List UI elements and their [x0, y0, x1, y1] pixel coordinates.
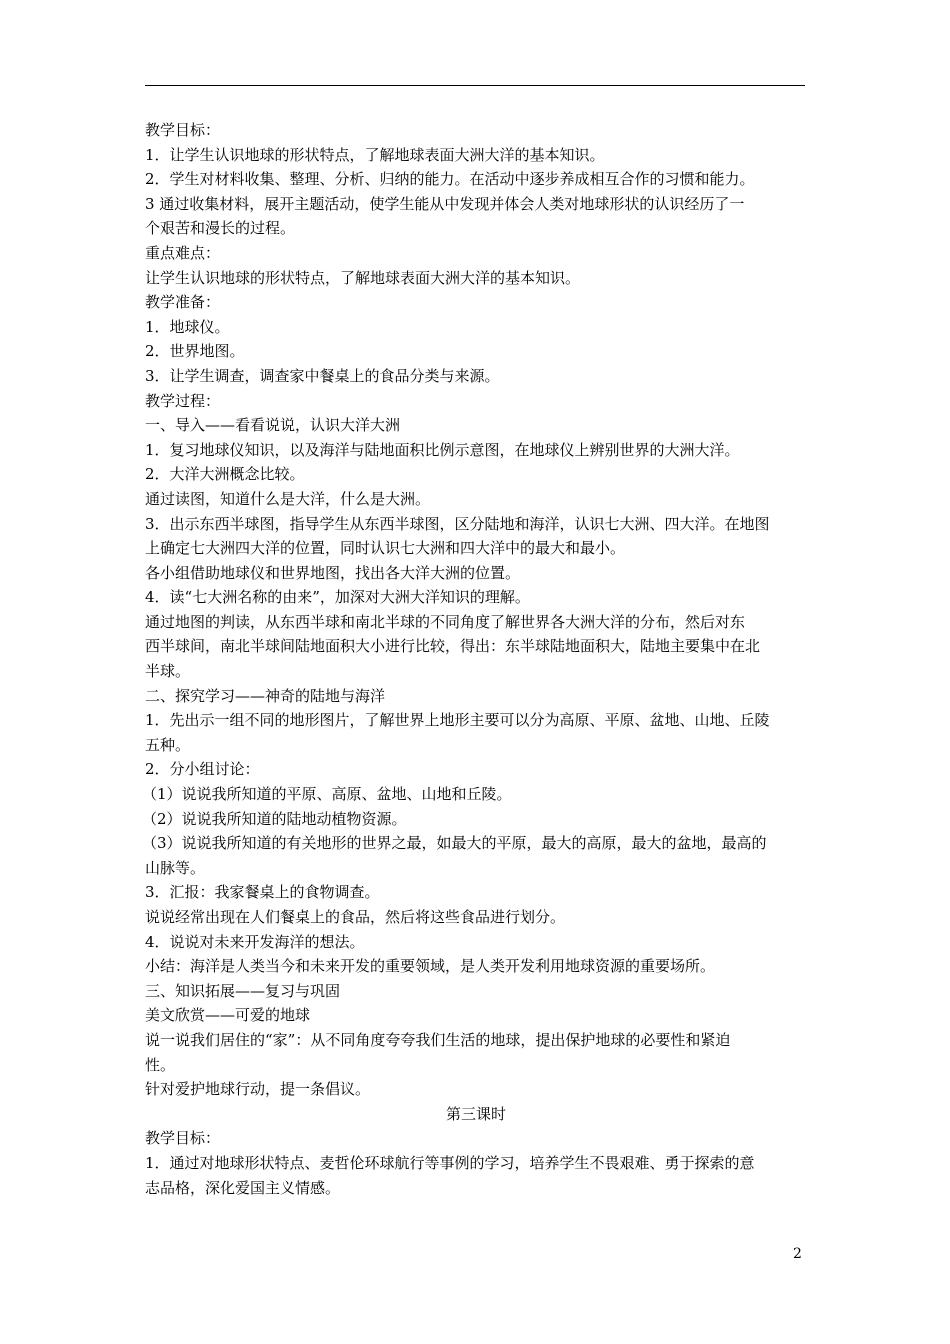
text-line: 小结：海洋是人类当今和未来开发的重要领域，是人类开发利用地球资源的重要场所。 [145, 957, 716, 976]
text-line: 上确定七大洲四大洋的位置，同时认识七大洲和四大洋中的最大和最小。 [145, 539, 626, 558]
text-line: 通过读图，知道什么是大洋，什么是大洲。 [145, 489, 431, 508]
text-line: 山脉等。 [145, 858, 206, 877]
text-line: 3．出示东西半球图，指导学生从东西半球图，区分陆地和海洋，认识七大洲、四大洋。在地图 [145, 514, 770, 533]
text-line: 4．说说对未来开发海洋的想法。 [145, 932, 365, 951]
section-heading: 教学目标： [145, 1129, 221, 1148]
text-line: 1．先出示一组不同的地形图片，了解世界上地形主要可以分为高原、平原、盆地、山地、丘陵 [145, 711, 770, 730]
section-heading: 重点难点： [145, 243, 221, 262]
subsection-heading: 一、导入——看看说说，认识大洋大洲 [145, 416, 401, 435]
text-line: 说说经常出现在人们餐桌上的食品，然后将这些食品进行划分。 [145, 908, 566, 926]
text-line: 2．大洋大洲概念比较。 [145, 465, 305, 484]
text-line: 1．让学生认识地球的形状特点，了解地球表面大洲大洋的基本知识。 [145, 145, 605, 164]
text-line: 1．地球仪。 [145, 317, 230, 336]
text-line: 3 通过收集材料，展开主题活动，使学生能从中发现并体会人类对地球形状的认识经历了一 [145, 194, 745, 213]
lesson-title: 第三课时 [445, 1104, 506, 1123]
text-line: （2）说说我所知道的陆地动植物资源。 [142, 809, 407, 828]
text-line: 西半球间，南北半球间陆地面积大小进行比较，得出：东半球陆地面积大，陆地主要集中在北 [145, 637, 761, 656]
text-line: 志品格，深化爱国主义情感。 [145, 1178, 341, 1197]
text-line: 个艰苦和漫长的过程。 [145, 219, 296, 238]
text-line: （3）说说我所知道的有关地形的世界之最，如最大的平原，最大的高原，最大的盆地，最高的 [142, 834, 767, 853]
text-line: 3．让学生调查，调查家中餐桌上的食品分类与来源。 [145, 366, 500, 385]
header-rule [145, 85, 805, 86]
text-line: 各小组借助地球仪和世界地图，找出各大洋大洲的位置。 [145, 563, 521, 582]
text-line: 1．通过对地球形状特点、麦哲伦环球航行等事例的学习，培养学生不畏艰难、勇于探索的意 [145, 1153, 755, 1172]
subsection-heading: 二、探究学习——神奇的陆地与海洋 [145, 686, 386, 705]
text-line: 说一说我们居住的“家”：从不同角度夸夸我们生活的地球，提出保护地球的必要性和紧迫 [145, 1030, 731, 1049]
section-heading: 教学过程： [145, 391, 221, 410]
section-heading: 教学目标： [145, 121, 221, 139]
text-line: 让学生认识地球的形状特点，了解地球表面大洲大洋的基本知识。 [145, 268, 581, 287]
text-line: 4．读“七大洲名称的由来”，加深对大洲大洋知识的理解。 [145, 588, 530, 607]
text-line: 性。 [145, 1055, 176, 1074]
subsection-heading: 三、知识拓展——复习与巩固 [145, 981, 341, 1000]
section-heading: 教学准备： [145, 293, 221, 312]
page-number: 2 [793, 1246, 802, 1262]
document-body [142, 118, 807, 1200]
text-line: 半球。 [145, 662, 191, 681]
text-line: 美文欣赏——可爱的地球 [145, 1006, 311, 1025]
text-line: 通过地图的判读，从东西半球和南北半球的不同角度了解世界各大洲大洋的分布，然后对东 [145, 612, 746, 631]
text-line: 3．汇报：我家餐桌上的食物调查。 [145, 883, 380, 902]
text-line: （1）说说我所知道的平原、高原、盆地、山地和丘陵。 [142, 785, 512, 804]
text-line: 针对爱护地球行动，提一条倡议。 [145, 1080, 371, 1099]
text-line: 五种。 [145, 735, 191, 754]
text-line: 2．世界地图。 [145, 342, 245, 361]
text-line: 2．学生对材料收集、整理、分析、归纳的能力。在活动中逐步养成相互合作的习惯和能力。 [145, 170, 755, 189]
text-line: 1．复习地球仪知识，以及海洋与陆地面积比例示意图，在地球仪上辨别世界的大洲大洋。 [145, 440, 740, 459]
text-line: 2．分小组讨论： [145, 760, 260, 779]
